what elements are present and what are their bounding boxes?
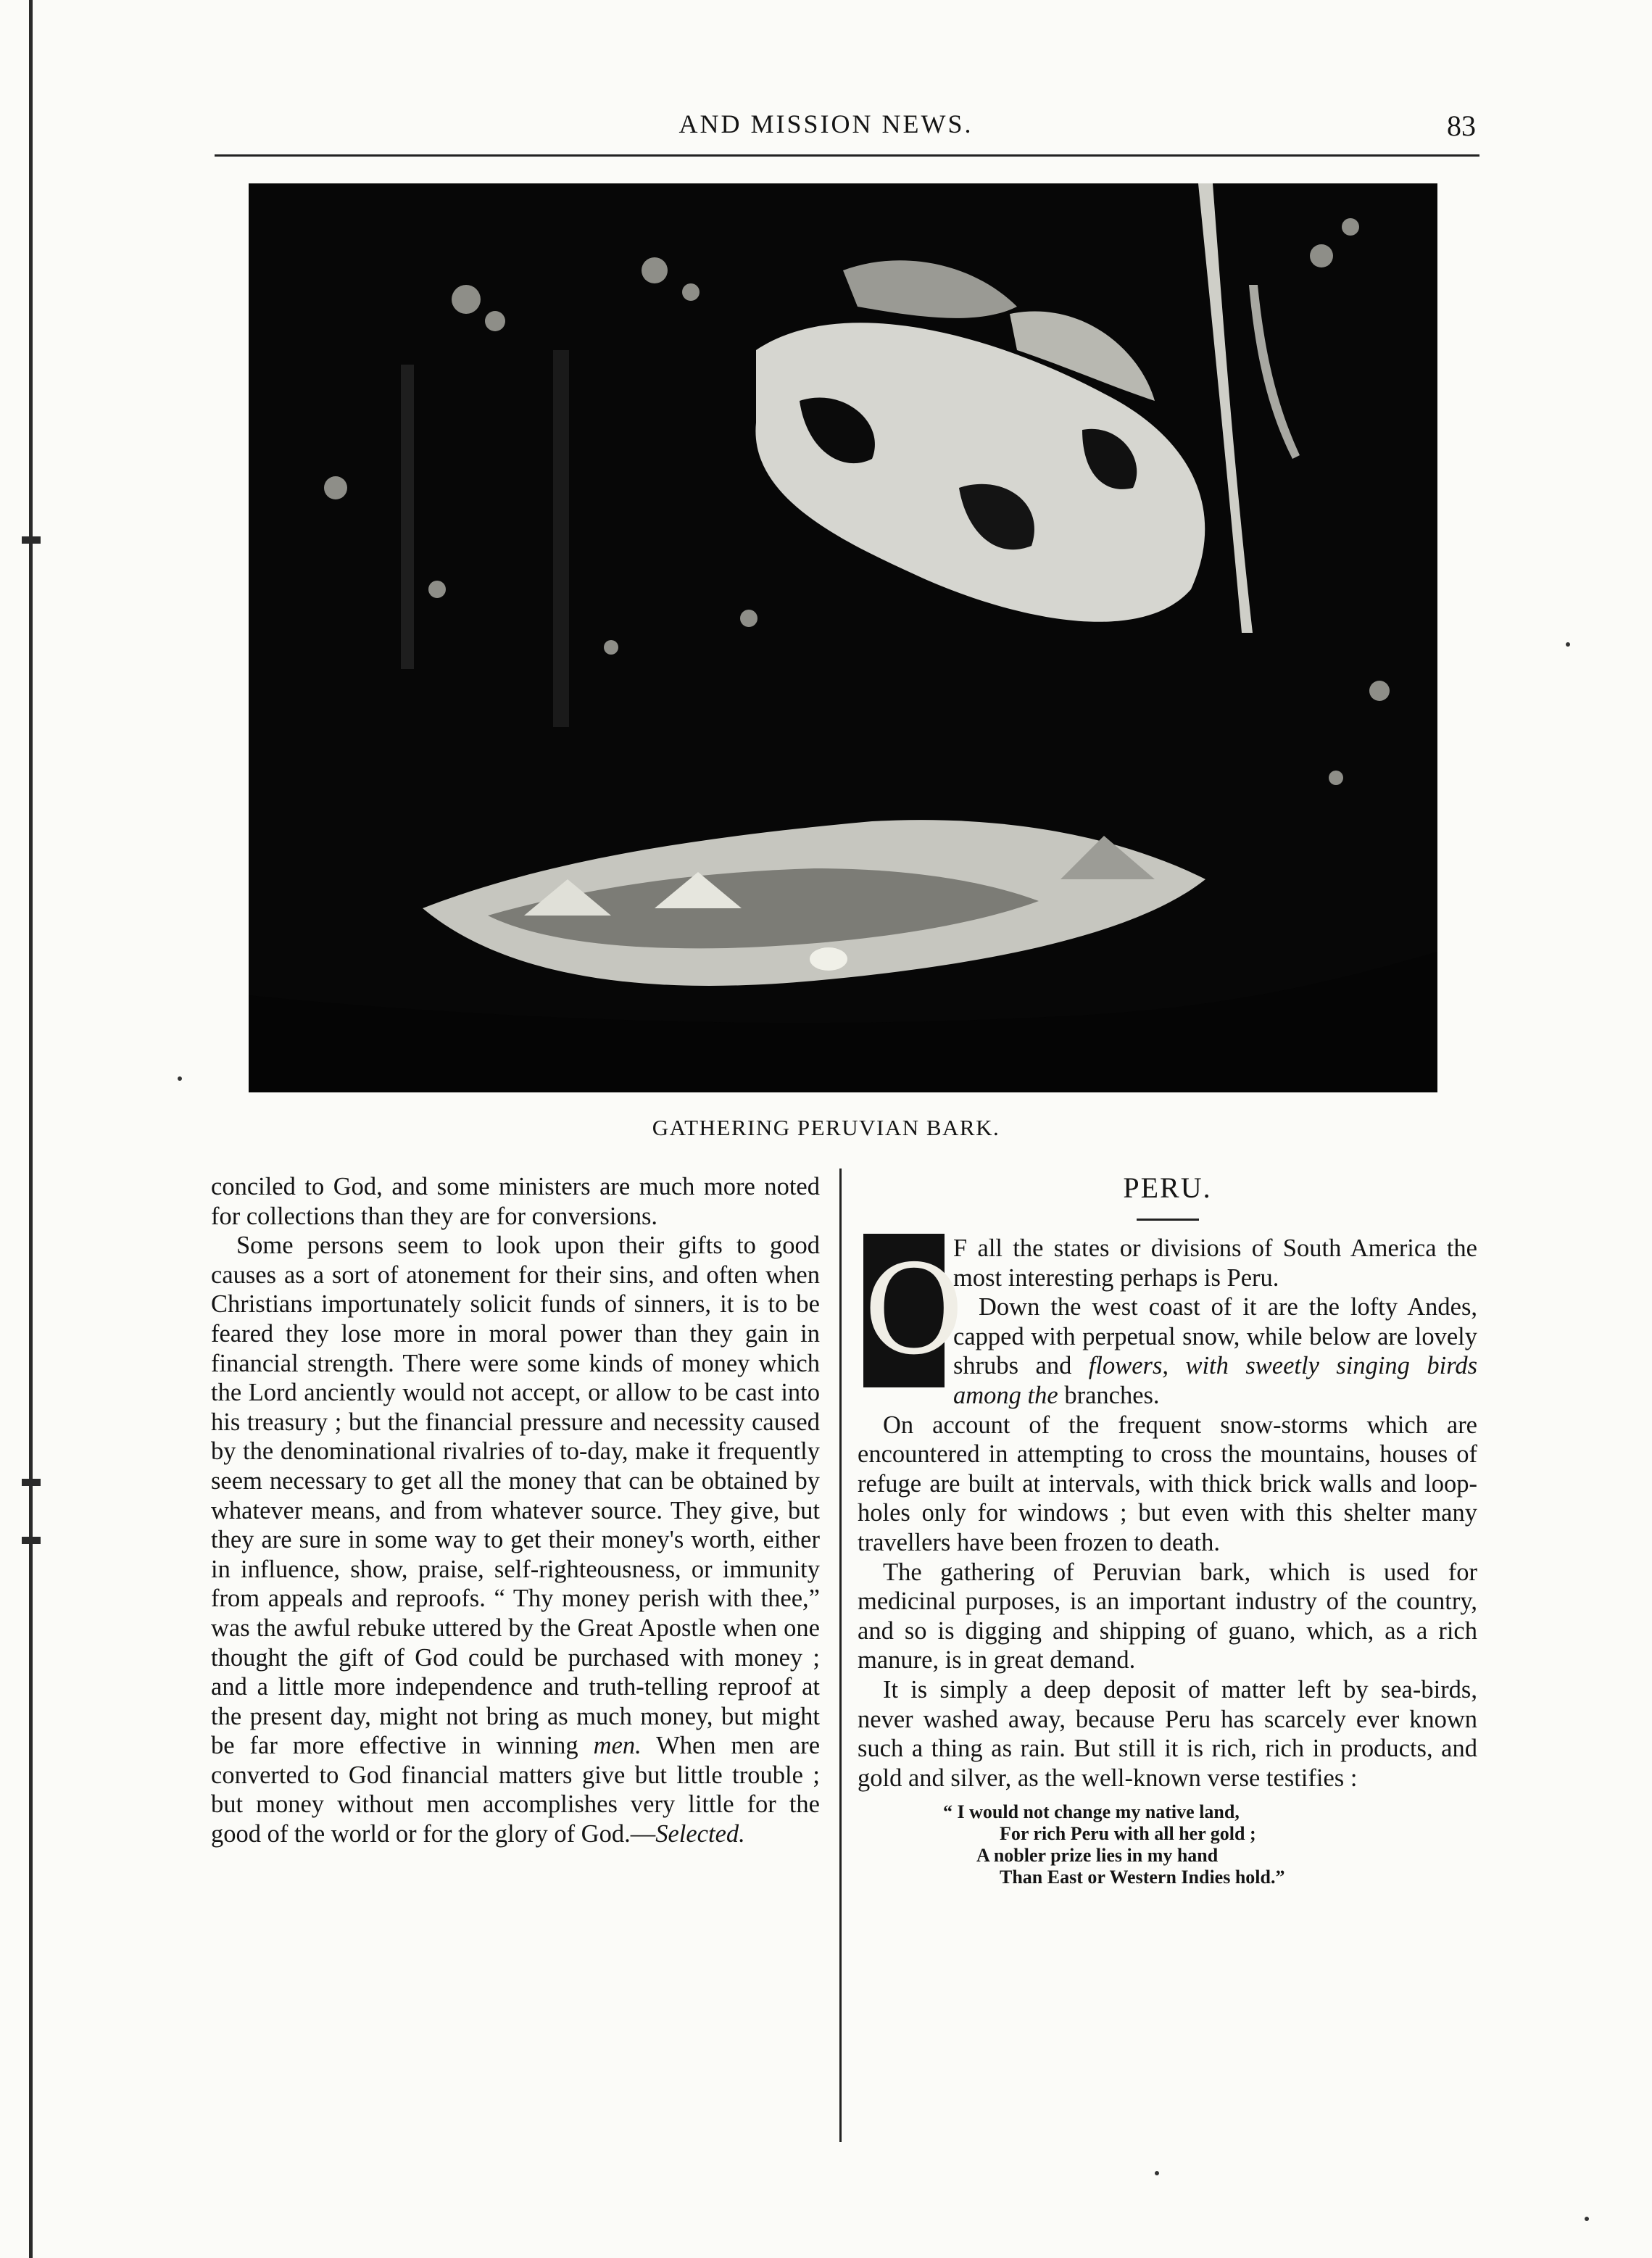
binding-edge-mark <box>22 1537 41 1544</box>
page-number: 83 <box>1447 109 1476 142</box>
figure-caption: GATHERING PERUVIAN BARK. <box>652 1115 1000 1140</box>
running-title: AND MISSION NEWS. <box>678 109 974 138</box>
paragraph-text: branches. <box>1064 1381 1160 1409</box>
verse-quote <box>858 1801 1477 1888</box>
speck <box>1566 642 1570 647</box>
binding-edge-mark <box>22 1479 41 1486</box>
paragraph: It is simply a deep deposit of matter left by sea-birds, never washed away, because Peru has scarcely ever known such a thing as rain. But still it is rich, rich in products, and gold and silver, as the well-known verse testifies : <box>858 1675 1477 1792</box>
verse-line: A nobler prize lies in my hand <box>976 1845 1219 1867</box>
title-rule <box>1137 1219 1199 1221</box>
verse-line: Than East or Western Indies hold.” <box>1000 1867 1285 1888</box>
paragraph-tail: When men are converted to God financial matters give but little trouble ; but money without men accomplishes very little for the good of the world or for the glory of God.— <box>211 1732 821 1848</box>
speck <box>178 1076 182 1081</box>
signature: Selected. <box>655 1820 745 1848</box>
paragraph: On account of the frequent snow-storms which are encountered in attempting to cross the mountains, houses of refuge are built at intervals, with thick brick walls and loop-holes only for windows ; but even with this shelter many travellers have been frozen to death. <box>858 1411 1477 1556</box>
speck <box>1155 2171 1159 2175</box>
verse-line: “ I would not change my native land, <box>943 1801 1240 1823</box>
header-rule <box>215 154 1479 157</box>
paragraph-text: Down the west coast of it are the lofty Andes, capped with perpetual snow, while below are lovely shrubs and <box>953 1293 1477 1380</box>
left-column <box>211 1172 820 1849</box>
verse-line: For rich Peru with all her gold ; <box>1000 1823 1256 1845</box>
emphasis-word: men. <box>593 1732 642 1760</box>
paragraph: conciled to God, and some ministers are much more noted for collections than they are for conversions. <box>211 1173 820 1230</box>
speck <box>1585 2217 1589 2221</box>
article-title: PERU. <box>1123 1171 1212 1204</box>
paragraph: The gathering of Peruvian bark, which is used for medicinal purposes, is an important industry of the country, and so is digging and shipping of guano, which, as a rich manure, is in great demand. <box>858 1558 1477 1674</box>
paragraph-text: Some persons seem to look upon their gifts to good causes as a sort of atonement for their sins, and often when Christians importunately solicit funds of sinners, it is to be feared they lose more in moral power than they gain in financial strength. There were some kinds of money which the Lord anciently would not accept, or allow to be cast into his treasury ; but the financial pressure and necessity caused by the denominational rivalries of to-day, make it frequently seem necessary to get all the money that can be obtained by whatever means, and from whatever source. They give, but they are sure in some way to get their money's worth, either in influence, show, praise, self-righteousness, or immunity from appeals and reproofs. “ Thy money perish with thee,” was the awful rebuke uttered by the Great Apostle when one thought the gift of God could be purchased with money ; and a little more independence and truth-telling reproof at the present day, might not bring as much money, but might be far more effective in winning <box>211 1232 820 1760</box>
paragraph <box>211 1231 820 1848</box>
forest-river-illustration <box>249 183 1437 1092</box>
engraving-image <box>249 183 1437 1092</box>
right-column <box>858 1172 1477 1888</box>
column-rule <box>839 1169 842 2142</box>
intro-paragraph: F all the states or divisions of South America the most interesting perhaps is Peru. <box>953 1234 1477 1292</box>
drop-cap: O <box>863 1234 945 1387</box>
binding-edge-mark <box>22 536 41 544</box>
italic-phrase: flowers, with sweetly singing birds among the <box>953 1352 1478 1409</box>
